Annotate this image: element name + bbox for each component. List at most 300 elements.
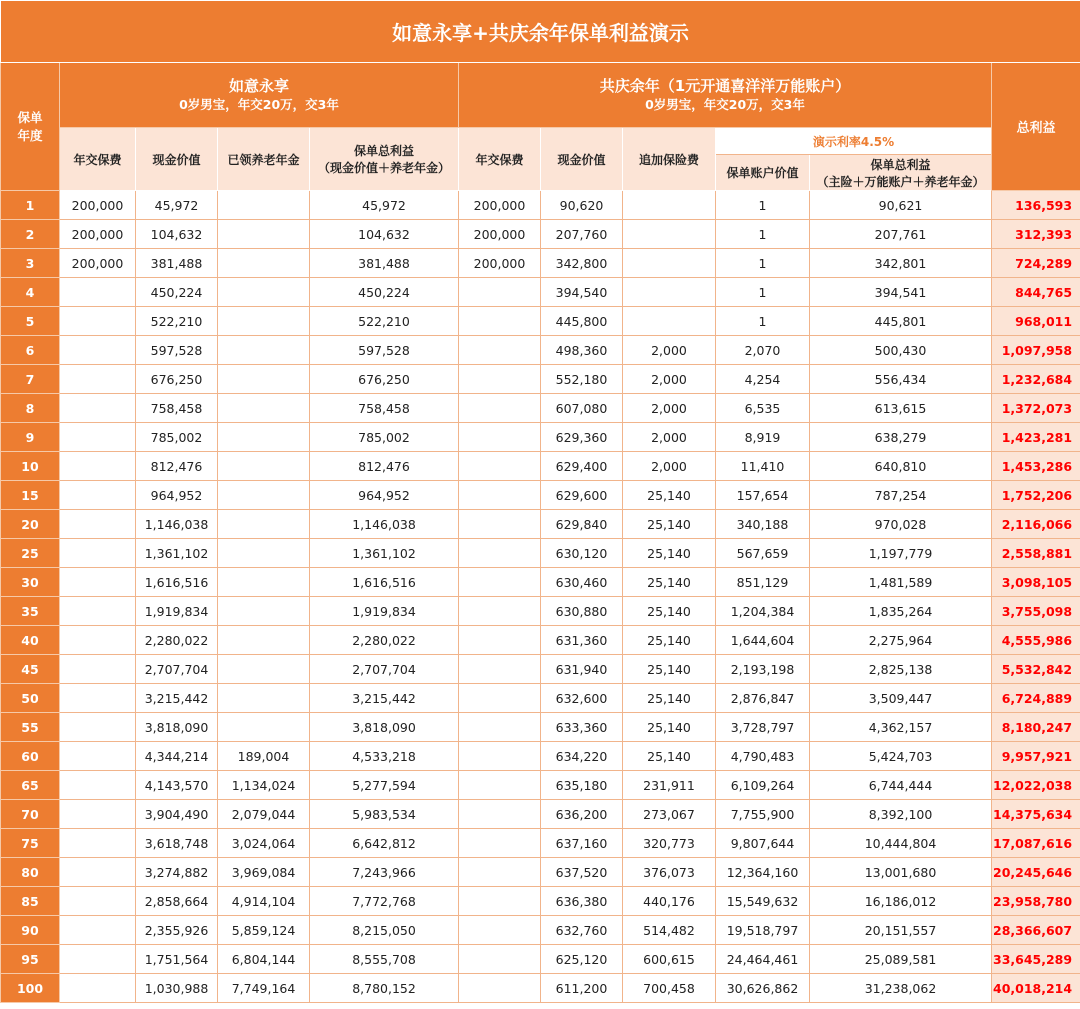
cell-g1-cash-value: 758,458	[136, 394, 218, 423]
col-header-g2-account-value: 保单账户价值	[716, 155, 810, 191]
cell-g2-account-value: 9,807,644	[716, 829, 810, 858]
cell-g2-cash-value: 611,200	[541, 974, 623, 1003]
cell-total-benefit: 1,752,206	[992, 481, 1080, 510]
col-header-g1-total-line2: （现金价值＋养老年金）	[317, 161, 450, 175]
cell-policy-year: 80	[1, 858, 60, 887]
cell-g1-annuity	[218, 597, 310, 626]
cell-g1-annuity	[218, 365, 310, 394]
cell-g2-premium	[459, 510, 541, 539]
cell-g1-total: 785,002	[310, 423, 459, 452]
table-row	[1, 249, 1080, 278]
cell-g2-total: 556,434	[810, 365, 992, 394]
cell-g2-total: 207,761	[810, 220, 992, 249]
cell-g1-cash-value: 785,002	[136, 423, 218, 452]
cell-g2-total: 1,197,779	[810, 539, 992, 568]
cell-g2-cash-value: 552,180	[541, 365, 623, 394]
cell-g1-premium	[60, 365, 136, 394]
cell-g1-cash-value: 1,146,038	[136, 510, 218, 539]
cell-g1-cash-value: 522,210	[136, 307, 218, 336]
cell-g2-extra-premium	[623, 191, 716, 220]
cell-total-benefit: 5,532,842	[992, 655, 1080, 684]
cell-g1-cash-value: 676,250	[136, 365, 218, 394]
cell-total-benefit: 2,116,066	[992, 510, 1080, 539]
cell-g1-annuity	[218, 336, 310, 365]
table-row	[1, 191, 1080, 220]
cell-g2-total: 1,835,264	[810, 597, 992, 626]
cell-policy-year: 85	[1, 887, 60, 916]
cell-total-benefit: 12,022,038	[992, 771, 1080, 800]
table-row	[1, 713, 1080, 742]
cell-g1-cash-value: 2,707,704	[136, 655, 218, 684]
cell-total-benefit: 4,555,986	[992, 626, 1080, 655]
cell-g2-premium	[459, 423, 541, 452]
col-header-g1-total-line1: 保单总利益	[353, 144, 414, 158]
cell-g1-total: 450,224	[310, 278, 459, 307]
cell-g2-cash-value: 629,840	[541, 510, 623, 539]
cell-g2-cash-value: 607,080	[541, 394, 623, 423]
cell-g2-account-value: 3,728,797	[716, 713, 810, 742]
cell-g1-cash-value: 3,618,748	[136, 829, 218, 858]
cell-g1-cash-value: 1,919,834	[136, 597, 218, 626]
cell-total-benefit: 968,011	[992, 307, 1080, 336]
cell-g2-extra-premium: 2,000	[623, 452, 716, 481]
cell-g1-premium	[60, 307, 136, 336]
cell-g2-premium	[459, 365, 541, 394]
cell-g2-premium	[459, 655, 541, 684]
cell-g2-extra-premium	[623, 220, 716, 249]
cell-g2-total: 6,744,444	[810, 771, 992, 800]
cell-g2-extra-premium: 25,140	[623, 742, 716, 771]
cell-g1-premium	[60, 423, 136, 452]
table-row	[1, 655, 1080, 684]
cell-g2-total: 638,279	[810, 423, 992, 452]
cell-total-benefit: 28,366,607	[992, 916, 1080, 945]
cell-g1-premium	[60, 568, 136, 597]
col-header-g2-total	[810, 155, 992, 191]
cell-g1-total: 758,458	[310, 394, 459, 423]
group-gongqing-header	[459, 63, 992, 128]
col-header-g1-cash-value: 现金价值	[136, 128, 218, 191]
cell-total-benefit: 40,018,214	[992, 974, 1080, 1003]
cell-g2-account-value: 6,535	[716, 394, 810, 423]
cell-g2-cash-value: 630,880	[541, 597, 623, 626]
cell-g1-premium	[60, 597, 136, 626]
cell-g2-premium	[459, 829, 541, 858]
cell-g2-extra-premium: 440,176	[623, 887, 716, 916]
cell-g2-account-value: 12,364,160	[716, 858, 810, 887]
cell-g2-cash-value: 629,400	[541, 452, 623, 481]
cell-g2-total: 613,615	[810, 394, 992, 423]
cell-g1-cash-value: 381,488	[136, 249, 218, 278]
cell-g2-premium: 200,000	[459, 220, 541, 249]
cell-g1-annuity: 3,969,084	[218, 858, 310, 887]
cell-g1-total: 1,919,834	[310, 597, 459, 626]
group-gongqing-name: 共庆余年（1元开通喜洋洋万能账户）	[599, 77, 851, 95]
cell-total-benefit: 1,097,958	[992, 336, 1080, 365]
cell-g1-annuity	[218, 307, 310, 336]
cell-g2-cash-value: 636,380	[541, 887, 623, 916]
table-row	[1, 394, 1080, 423]
cell-g1-total: 6,642,812	[310, 829, 459, 858]
cell-g2-cash-value: 631,940	[541, 655, 623, 684]
cell-g2-extra-premium: 25,140	[623, 626, 716, 655]
cell-g2-premium	[459, 713, 541, 742]
table-row	[1, 452, 1080, 481]
cell-g2-total: 5,424,703	[810, 742, 992, 771]
cell-g1-total: 45,972	[310, 191, 459, 220]
cell-g1-total: 8,780,152	[310, 974, 459, 1003]
cell-g1-cash-value: 45,972	[136, 191, 218, 220]
cell-policy-year: 3	[1, 249, 60, 278]
cell-g2-extra-premium: 376,073	[623, 858, 716, 887]
cell-policy-year: 60	[1, 742, 60, 771]
cell-g1-premium	[60, 945, 136, 974]
cell-g1-cash-value: 2,858,664	[136, 887, 218, 916]
cell-g1-annuity	[218, 423, 310, 452]
col-header-g1-total	[310, 128, 459, 191]
cell-total-benefit: 312,393	[992, 220, 1080, 249]
col-header-g2-total-line2: （主险＋万能账户＋养老年金）	[816, 174, 985, 189]
cell-g1-cash-value: 4,344,214	[136, 742, 218, 771]
policy-year-header: 保单 年度	[1, 63, 60, 191]
cell-g1-annuity	[218, 626, 310, 655]
cell-g2-account-value: 2,876,847	[716, 684, 810, 713]
cell-g2-account-value: 851,129	[716, 568, 810, 597]
total-benefit-header: 总利益	[992, 63, 1080, 191]
cell-policy-year: 8	[1, 394, 60, 423]
col-header-g1-annuity: 已领养老年金	[218, 128, 310, 191]
cell-g1-annuity: 3,024,064	[218, 829, 310, 858]
cell-g2-account-value: 1	[716, 191, 810, 220]
cell-policy-year: 100	[1, 974, 60, 1003]
cell-g2-account-value: 30,626,862	[716, 974, 810, 1003]
cell-g2-cash-value: 394,540	[541, 278, 623, 307]
cell-g2-extra-premium: 25,140	[623, 510, 716, 539]
cell-g2-total: 3,509,447	[810, 684, 992, 713]
table-row	[1, 597, 1080, 626]
cell-g1-annuity	[218, 655, 310, 684]
cell-g2-extra-premium: 273,067	[623, 800, 716, 829]
cell-g1-annuity	[218, 191, 310, 220]
cell-g2-account-value: 8,919	[716, 423, 810, 452]
cell-total-benefit: 2,558,881	[992, 539, 1080, 568]
cell-g1-total: 1,146,038	[310, 510, 459, 539]
cell-g2-premium	[459, 452, 541, 481]
cell-g2-account-value: 4,254	[716, 365, 810, 394]
cell-g1-total: 2,280,022	[310, 626, 459, 655]
table-row	[1, 307, 1080, 336]
cell-g2-account-value: 157,654	[716, 481, 810, 510]
cell-g2-total: 8,392,100	[810, 800, 992, 829]
cell-g1-total: 381,488	[310, 249, 459, 278]
table-row	[1, 626, 1080, 655]
cell-g1-premium	[60, 626, 136, 655]
cell-g1-premium: 200,000	[60, 249, 136, 278]
cell-g2-account-value: 1	[716, 278, 810, 307]
cell-g1-annuity: 189,004	[218, 742, 310, 771]
cell-policy-year: 95	[1, 945, 60, 974]
cell-policy-year: 2	[1, 220, 60, 249]
cell-g2-total: 90,621	[810, 191, 992, 220]
cell-g1-annuity: 7,749,164	[218, 974, 310, 1003]
table-row	[1, 858, 1080, 887]
cell-g1-premium	[60, 829, 136, 858]
cell-g2-account-value: 1,204,384	[716, 597, 810, 626]
cell-g2-account-value: 1,644,604	[716, 626, 810, 655]
cell-g1-premium	[60, 684, 136, 713]
table-row	[1, 800, 1080, 829]
cell-g1-premium: 200,000	[60, 220, 136, 249]
cell-g2-total: 20,151,557	[810, 916, 992, 945]
cell-g2-account-value: 6,109,264	[716, 771, 810, 800]
page-title: 如意永享+共庆余年保单利益演示	[1, 1, 1080, 63]
cell-g1-cash-value: 812,476	[136, 452, 218, 481]
cell-total-benefit: 20,245,646	[992, 858, 1080, 887]
cell-total-benefit: 14,375,634	[992, 800, 1080, 829]
cell-g1-total: 597,528	[310, 336, 459, 365]
cell-g2-account-value: 1	[716, 307, 810, 336]
cell-g2-total: 10,444,804	[810, 829, 992, 858]
cell-g1-cash-value: 964,952	[136, 481, 218, 510]
cell-total-benefit: 1,372,073	[992, 394, 1080, 423]
cell-g1-total: 8,215,050	[310, 916, 459, 945]
cell-g2-cash-value: 629,360	[541, 423, 623, 452]
cell-g1-cash-value: 1,030,988	[136, 974, 218, 1003]
cell-g2-extra-premium	[623, 278, 716, 307]
cell-g2-account-value: 567,659	[716, 539, 810, 568]
cell-g2-total: 342,801	[810, 249, 992, 278]
cell-g1-premium	[60, 974, 136, 1003]
cell-g2-premium	[459, 800, 541, 829]
cell-policy-year: 35	[1, 597, 60, 626]
cell-g2-cash-value: 630,460	[541, 568, 623, 597]
cell-g2-premium	[459, 771, 541, 800]
cell-policy-year: 15	[1, 481, 60, 510]
cell-g1-total: 5,277,594	[310, 771, 459, 800]
cell-g2-premium	[459, 568, 541, 597]
cell-g2-cash-value: 633,360	[541, 713, 623, 742]
cell-total-benefit: 844,765	[992, 278, 1080, 307]
table-row	[1, 336, 1080, 365]
cell-g2-account-value: 1	[716, 220, 810, 249]
cell-g1-annuity	[218, 278, 310, 307]
cell-g2-extra-premium: 25,140	[623, 713, 716, 742]
cell-g2-extra-premium: 320,773	[623, 829, 716, 858]
table-row	[1, 684, 1080, 713]
col-header-g2-total-line1: 保单总利益	[870, 157, 931, 172]
cell-policy-year: 6	[1, 336, 60, 365]
cell-g1-premium	[60, 539, 136, 568]
cell-g2-extra-premium: 25,140	[623, 684, 716, 713]
cell-policy-year: 7	[1, 365, 60, 394]
cell-g2-total: 2,825,138	[810, 655, 992, 684]
cell-g1-cash-value: 3,818,090	[136, 713, 218, 742]
cell-g2-cash-value: 90,620	[541, 191, 623, 220]
cell-g1-cash-value: 2,355,926	[136, 916, 218, 945]
cell-g1-annuity	[218, 539, 310, 568]
col-header-g2-cash-value: 现金价值	[541, 128, 623, 191]
cell-g2-cash-value: 636,200	[541, 800, 623, 829]
cell-policy-year: 40	[1, 626, 60, 655]
table-row	[1, 220, 1080, 249]
cell-g1-cash-value: 3,904,490	[136, 800, 218, 829]
cell-policy-year: 50	[1, 684, 60, 713]
cell-g2-premium	[459, 945, 541, 974]
cell-g2-cash-value: 631,360	[541, 626, 623, 655]
cell-g1-annuity: 4,914,104	[218, 887, 310, 916]
col-header-g2-extra-premium: 追加保险费	[623, 128, 716, 191]
cell-g1-annuity	[218, 394, 310, 423]
cell-g2-cash-value: 498,360	[541, 336, 623, 365]
cell-policy-year: 45	[1, 655, 60, 684]
cell-g2-extra-premium: 2,000	[623, 336, 716, 365]
cell-g2-premium	[459, 307, 541, 336]
demo-rate-label: 演示利率4.5%	[716, 128, 992, 155]
cell-g1-total: 5,983,534	[310, 800, 459, 829]
cell-g2-premium: 200,000	[459, 191, 541, 220]
cell-g2-total: 787,254	[810, 481, 992, 510]
cell-g2-account-value: 340,188	[716, 510, 810, 539]
cell-g1-total: 3,215,442	[310, 684, 459, 713]
cell-g1-premium	[60, 510, 136, 539]
cell-g2-total: 4,362,157	[810, 713, 992, 742]
cell-g1-premium: 200,000	[60, 191, 136, 220]
cell-total-benefit: 9,957,921	[992, 742, 1080, 771]
cell-g2-account-value: 19,518,797	[716, 916, 810, 945]
cell-g1-premium	[60, 278, 136, 307]
cell-g2-total: 970,028	[810, 510, 992, 539]
cell-g2-extra-premium: 25,140	[623, 655, 716, 684]
cell-g1-annuity: 2,079,044	[218, 800, 310, 829]
cell-g2-extra-premium: 231,911	[623, 771, 716, 800]
group-ruyi-sub: 0岁男宝，年交20万，交3年	[179, 97, 339, 112]
cell-g1-cash-value: 104,632	[136, 220, 218, 249]
col-header-g1-premium: 年交保费	[60, 128, 136, 191]
cell-g2-premium	[459, 481, 541, 510]
cell-total-benefit: 136,593	[992, 191, 1080, 220]
cell-g1-cash-value: 3,215,442	[136, 684, 218, 713]
group-gongqing-sub: 0岁男宝，年交20万，交3年	[645, 97, 805, 112]
cell-g2-premium	[459, 858, 541, 887]
cell-g1-premium	[60, 655, 136, 684]
cell-g2-total: 500,430	[810, 336, 992, 365]
table-row	[1, 568, 1080, 597]
cell-g2-account-value: 2,070	[716, 336, 810, 365]
table-row	[1, 539, 1080, 568]
group-ruyi-name: 如意永享	[228, 77, 289, 95]
cell-policy-year: 20	[1, 510, 60, 539]
cell-g1-premium	[60, 481, 136, 510]
cell-total-benefit: 1,232,684	[992, 365, 1080, 394]
cell-total-benefit: 724,289	[992, 249, 1080, 278]
cell-policy-year: 10	[1, 452, 60, 481]
cell-g1-premium	[60, 916, 136, 945]
cell-g1-annuity	[218, 568, 310, 597]
cell-g1-premium	[60, 336, 136, 365]
cell-g2-cash-value: 637,520	[541, 858, 623, 887]
table-row	[1, 974, 1080, 1003]
cell-g1-annuity	[218, 713, 310, 742]
cell-g2-account-value: 4,790,483	[716, 742, 810, 771]
cell-g1-total: 522,210	[310, 307, 459, 336]
cell-g1-premium	[60, 713, 136, 742]
cell-g1-total: 676,250	[310, 365, 459, 394]
cell-g1-premium	[60, 858, 136, 887]
cell-g1-annuity: 6,804,144	[218, 945, 310, 974]
cell-total-benefit: 23,958,780	[992, 887, 1080, 916]
table-header	[1, 1, 1080, 191]
cell-total-benefit: 8,180,247	[992, 713, 1080, 742]
cell-g2-account-value: 11,410	[716, 452, 810, 481]
cell-g2-account-value: 2,193,198	[716, 655, 810, 684]
cell-policy-year: 55	[1, 713, 60, 742]
cell-g2-account-value: 24,464,461	[716, 945, 810, 974]
cell-g1-cash-value: 2,280,022	[136, 626, 218, 655]
cell-g2-cash-value: 634,220	[541, 742, 623, 771]
cell-g2-account-value: 7,755,900	[716, 800, 810, 829]
cell-g2-extra-premium: 2,000	[623, 365, 716, 394]
cell-policy-year: 70	[1, 800, 60, 829]
cell-g2-premium	[459, 916, 541, 945]
cell-g2-extra-premium: 2,000	[623, 423, 716, 452]
cell-g2-cash-value: 632,600	[541, 684, 623, 713]
cell-g2-cash-value: 635,180	[541, 771, 623, 800]
cell-total-benefit: 17,087,616	[992, 829, 1080, 858]
cell-g2-total: 445,801	[810, 307, 992, 336]
cell-g2-premium	[459, 684, 541, 713]
cell-policy-year: 5	[1, 307, 60, 336]
cell-g1-total: 8,555,708	[310, 945, 459, 974]
cell-g1-cash-value: 450,224	[136, 278, 218, 307]
cell-g2-extra-premium: 700,458	[623, 974, 716, 1003]
cell-g2-cash-value: 342,800	[541, 249, 623, 278]
cell-g2-extra-premium: 2,000	[623, 394, 716, 423]
cell-g1-total: 104,632	[310, 220, 459, 249]
cell-g2-premium	[459, 626, 541, 655]
cell-g1-annuity: 5,859,124	[218, 916, 310, 945]
cell-policy-year: 75	[1, 829, 60, 858]
cell-g1-total: 7,772,768	[310, 887, 459, 916]
cell-g1-annuity	[218, 481, 310, 510]
cell-g2-premium	[459, 394, 541, 423]
table-row	[1, 742, 1080, 771]
table-row	[1, 916, 1080, 945]
cell-g1-premium	[60, 452, 136, 481]
cell-g1-premium	[60, 771, 136, 800]
cell-policy-year: 65	[1, 771, 60, 800]
cell-g1-annuity	[218, 249, 310, 278]
cell-g2-premium	[459, 336, 541, 365]
cell-g1-annuity	[218, 220, 310, 249]
cell-g2-total: 640,810	[810, 452, 992, 481]
cell-g1-total: 812,476	[310, 452, 459, 481]
cell-g1-total: 4,533,218	[310, 742, 459, 771]
cell-g1-cash-value: 597,528	[136, 336, 218, 365]
cell-g1-annuity	[218, 684, 310, 713]
cell-policy-year: 25	[1, 539, 60, 568]
cell-g2-premium: 200,000	[459, 249, 541, 278]
cell-g1-total: 964,952	[310, 481, 459, 510]
cell-total-benefit: 1,423,281	[992, 423, 1080, 452]
cell-g1-cash-value: 3,274,882	[136, 858, 218, 887]
cell-policy-year: 1	[1, 191, 60, 220]
cell-g2-premium	[459, 539, 541, 568]
cell-g1-total: 1,361,102	[310, 539, 459, 568]
cell-g2-total: 31,238,062	[810, 974, 992, 1003]
cell-g1-cash-value: 1,616,516	[136, 568, 218, 597]
cell-g2-extra-premium: 25,140	[623, 597, 716, 626]
table-row	[1, 510, 1080, 539]
